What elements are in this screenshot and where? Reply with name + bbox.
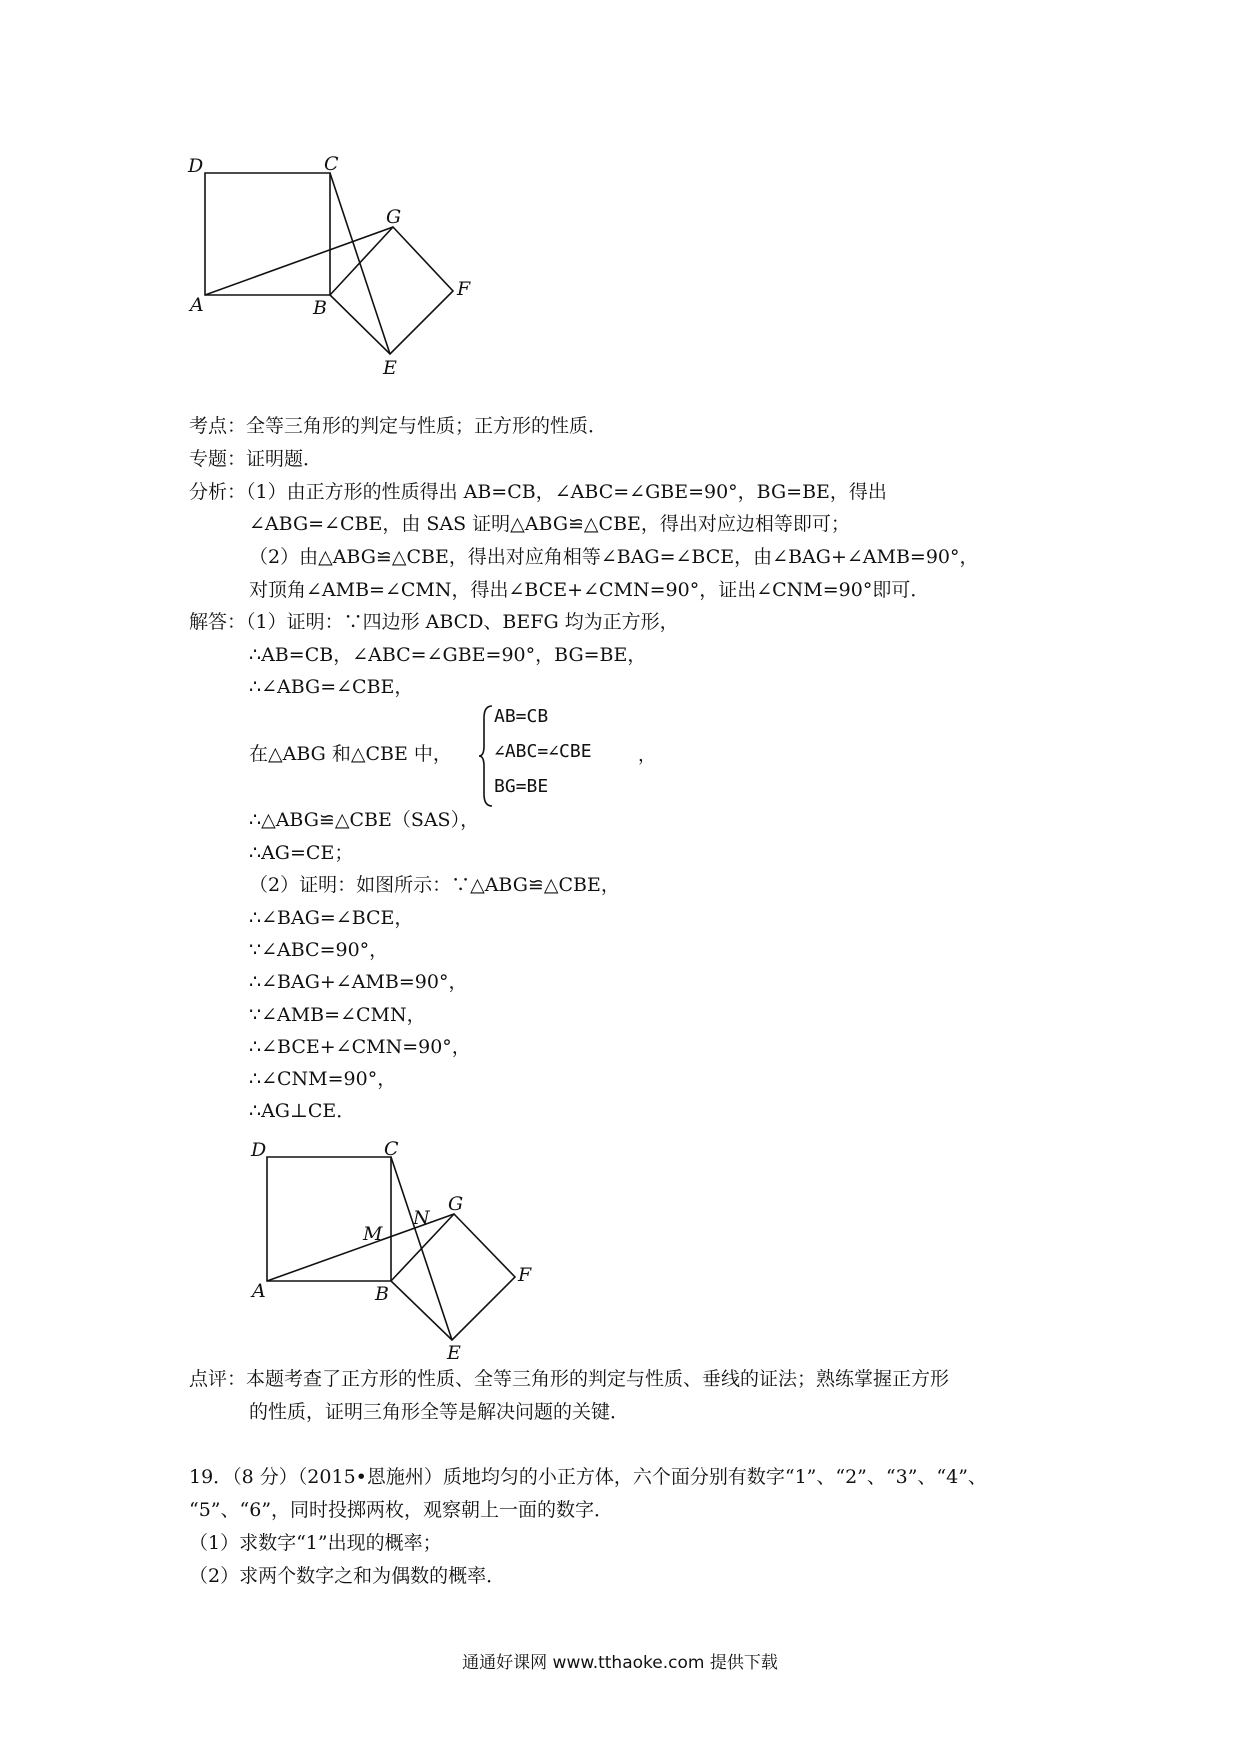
solution-line-13: ∴∠CNM=90°， [249,1068,397,1090]
fenxi-line-3: （2）由△ABG≌△CBE，得出对应角相等∠BAG=∠BCE，由∠BAG+∠AMB=90°， [249,546,979,568]
equation-system [478,704,678,808]
solution-line-7: （2）证明：如图所示：∵△ABG≌△CBE， [249,874,620,896]
solution-line-3: ∴∠ABG=∠CBE， [249,676,414,698]
solution-line-10: ∴∠BAG+∠AMB=90°， [249,971,468,993]
solution-line-9: ∵∠ABC=90°， [249,939,389,961]
solution-line-1: 解答：（1）证明：∵四边形 ABCD、BEFG 均为正方形， [189,611,679,633]
footer-watermark: 通通好课网 www.tthaoke.com 提供下载 [462,1653,778,1673]
question19-line-3: （1）求数字“1”出现的概率； [189,1532,442,1554]
brace-row-1: AB=CB [494,706,549,727]
point-label-N: N [413,1207,430,1229]
point-label-B: B [313,297,327,319]
zhuanti-line: 专题：证明题． [189,448,323,470]
point-label-G: G [448,1193,464,1215]
solution-line-12: ∴∠BCE+∠CMN=90°， [249,1036,471,1058]
question19-line-1: 19．（8 分）（2015•恩施州）质地均匀的小正方体，六个面分别有数字“1”、“2”、“3”、“4”、 [189,1466,987,1488]
solution-line-5: ∴△ABG≌△CBE（SAS）， [249,809,480,831]
solution-line-14: ∴AG⊥CE． [249,1100,356,1122]
fenxi-line-1: 分析：（1）由正方形的性质得出 AB=CB，∠ABC=∠GBE=90°，BG=BE，得出 [189,481,887,503]
point-label-A: A [252,1280,266,1302]
brace-suffix: ， [638,745,656,766]
fenxi-line-2: ∠ABG=∠CBE，由 SAS 证明△ABG≌△CBE，得出对应边相等即可； [249,513,850,535]
point-label-M: M [363,1223,383,1245]
figure-squares-1 [180,140,480,380]
solution-line-8: ∴∠BAG=∠BCE， [249,907,414,929]
point-label-E: E [383,357,397,379]
brace-row-2: ∠ABC=∠CBE [494,741,592,762]
point-label-C: C [324,153,339,175]
point-label-F: F [457,278,471,300]
kaodian-line: 考点：全等三角形的判定与性质；正方形的性质． [189,415,608,437]
brace-row-3: BG=BE [494,776,549,797]
point-label-A: A [190,294,204,316]
point-label-F: F [518,1264,532,1286]
question19-line-4: （2）求两个数字之和为偶数的概率． [189,1565,506,1587]
fenxi-line-4: 对顶角∠AMB=∠CMN，得出∠BCE+∠CMN=90°，证出∠CNM=90°即可． [249,579,930,601]
review-line-1: 点评：本题考查了正方形的性质、全等三角形的判定与性质、垂线的证法；熟练掌握正方形 [189,1368,950,1390]
point-label-B: B [375,1283,389,1305]
point-label-C: C [384,1138,399,1160]
point-label-D: D [188,155,204,177]
solution-line-6: ∴AG=CE； [249,842,354,864]
review-line-2: 的性质，证明三角形全等是解决问题的关键． [249,1401,630,1423]
point-label-D: D [251,1139,267,1161]
solution-line-4-prefix: 在△ABG 和△CBE 中， [249,743,452,765]
question19-line-2: “5”、“6”，同时投掷两枚，观察朝上一面的数字． [189,1499,614,1521]
solution-line-11: ∵∠AMB=∠CMN， [249,1004,426,1026]
point-label-G: G [386,206,402,228]
figure-squares-2 [245,1130,545,1365]
point-label-E: E [447,1342,461,1364]
left-brace-icon [478,704,494,808]
solution-line-2: ∴AB=CB，∠ABC=∠GBE=90°，BG=BE， [249,644,647,666]
